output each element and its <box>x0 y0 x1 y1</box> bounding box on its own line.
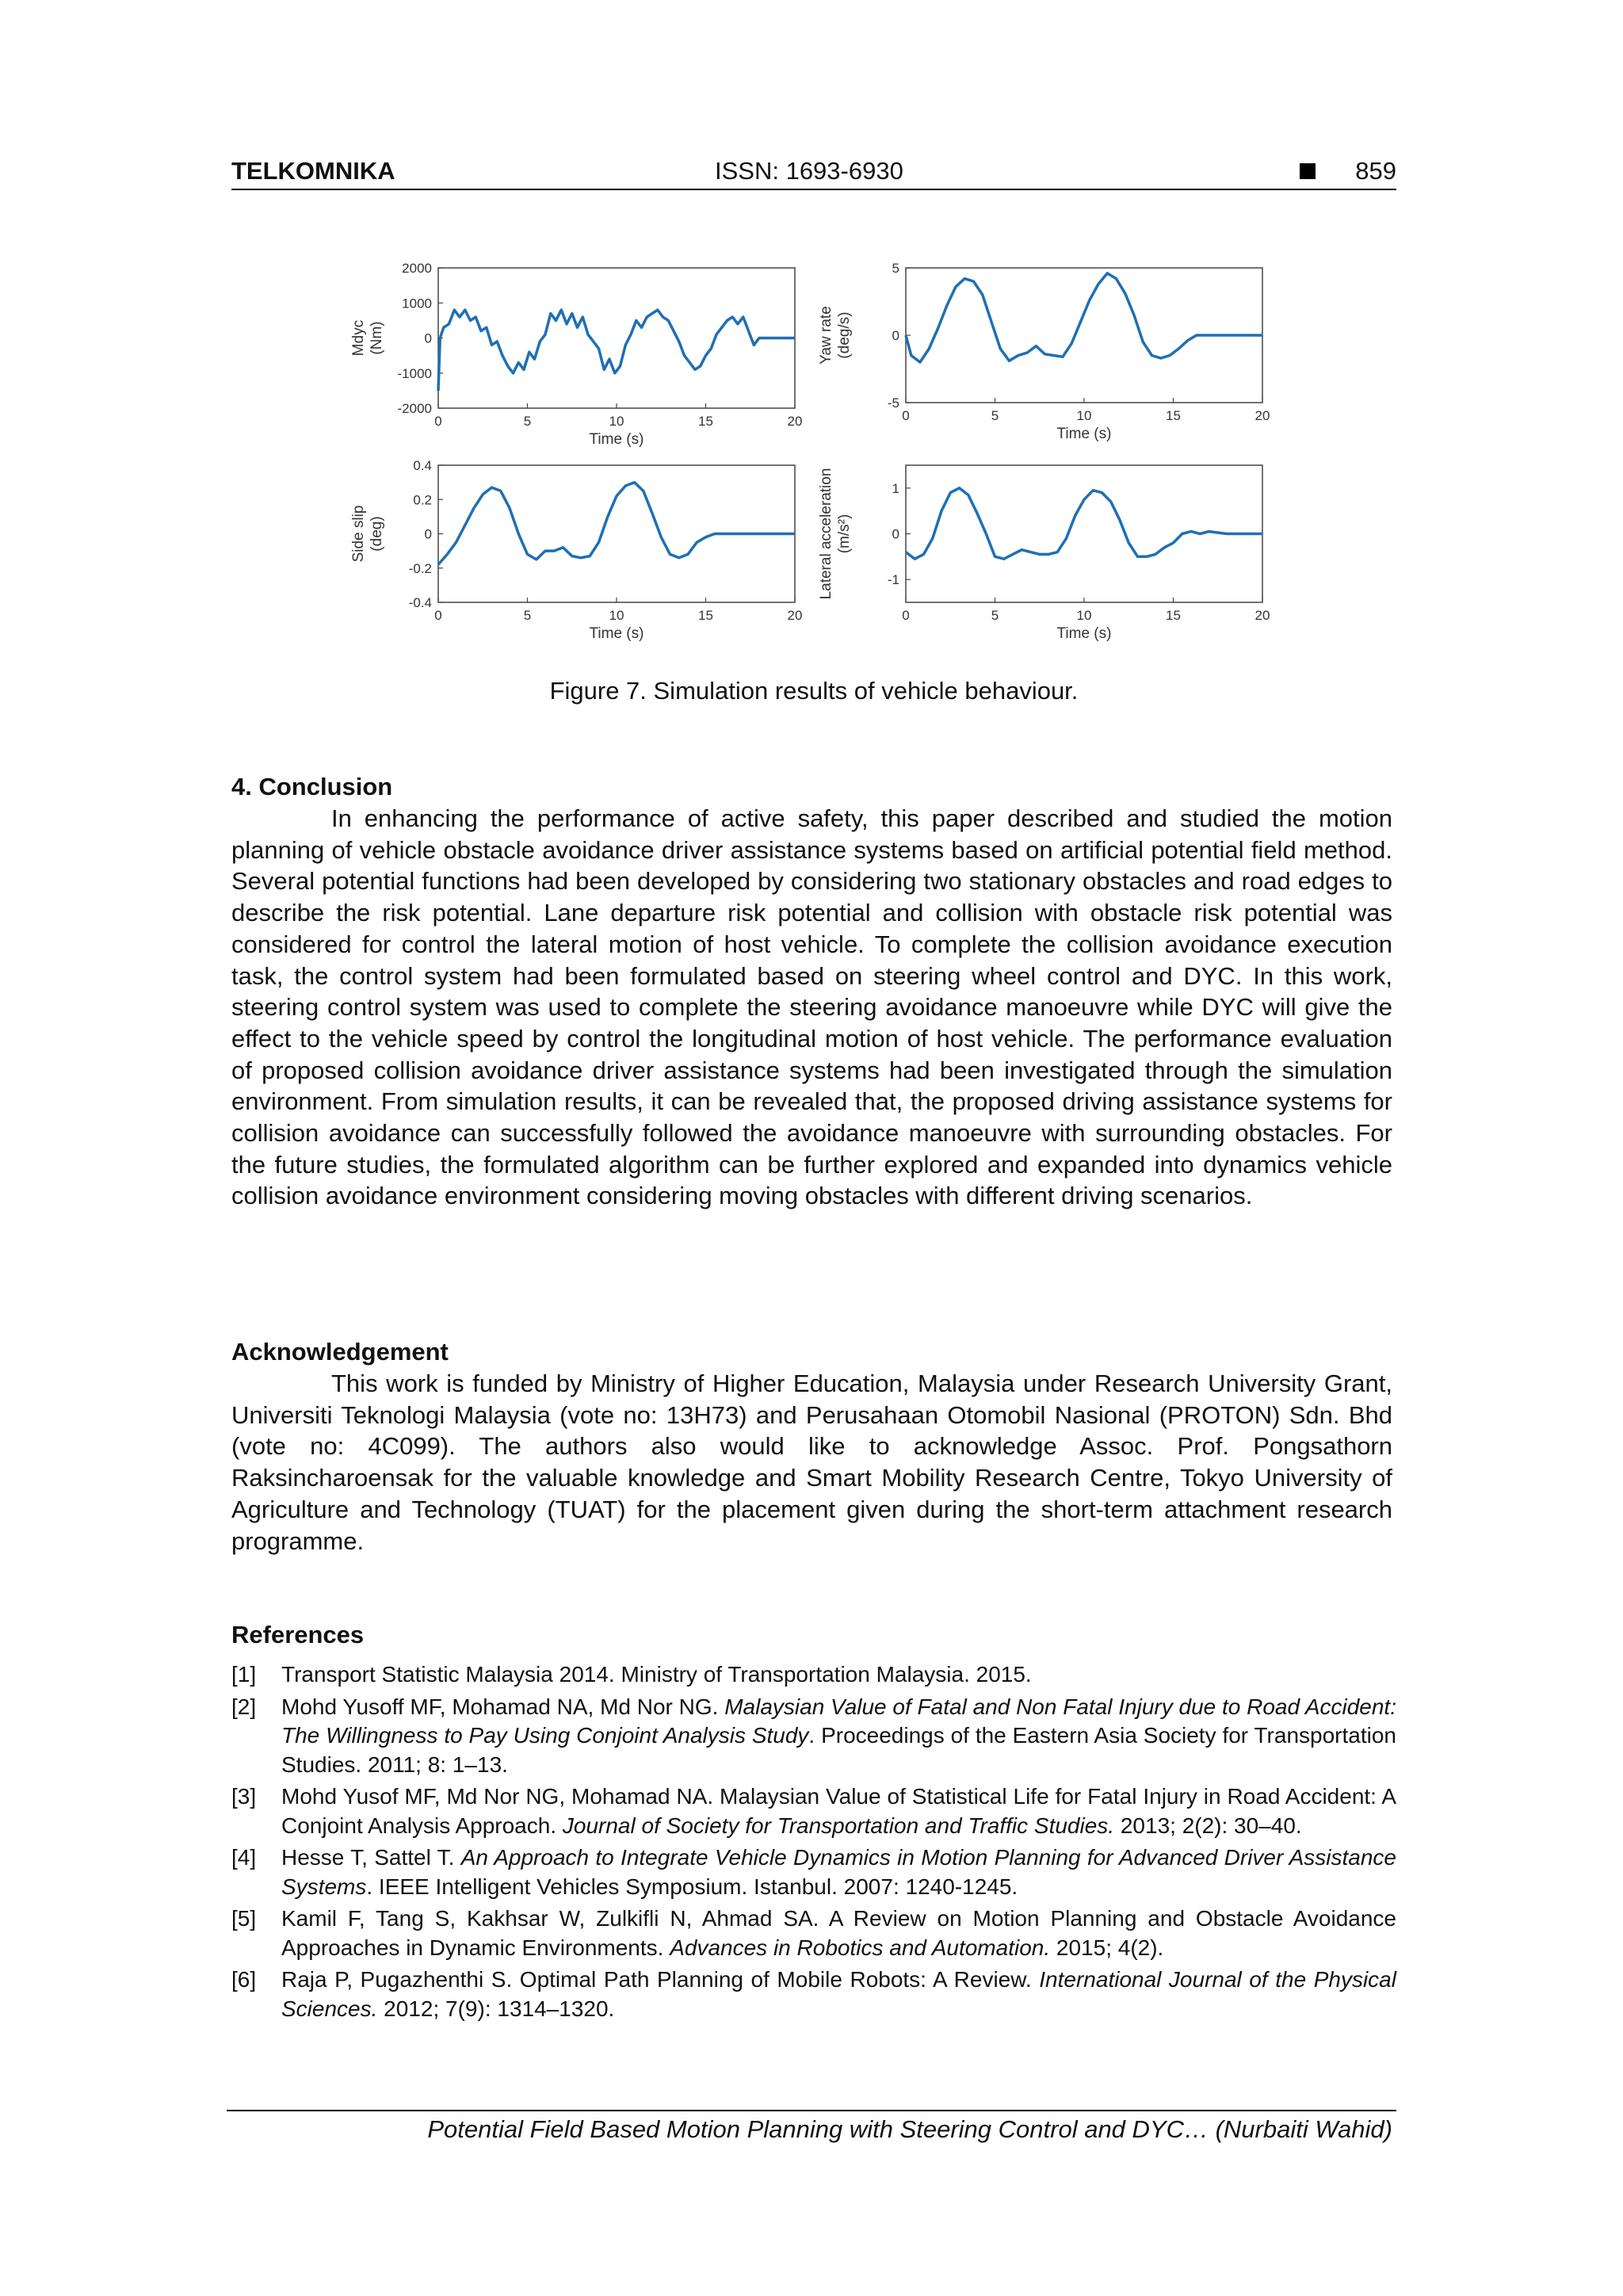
side-slip-x-tick-label: 0 <box>434 608 442 623</box>
journal-name: TELKOMNIKA <box>231 157 395 185</box>
side-slip-y-axis-unit: (deg) <box>369 516 385 552</box>
lateral-acceleration-y-tick-label: 1 <box>892 480 899 496</box>
reference-text-end: 2012; 7(9): 1314–1320. <box>377 1996 615 2021</box>
references-title: References <box>231 1621 365 1648</box>
reference-item <box>231 1693 1396 1780</box>
lateral-acceleration-y-axis-label: Lateral acceleration <box>818 468 834 600</box>
side-slip-y-tick-label: -0.2 <box>408 560 432 576</box>
mdyc-x-tick-label: 0 <box>434 414 442 429</box>
side-slip-y-tick-label: -0.4 <box>408 595 432 610</box>
yaw-rate-y-tick-label: 5 <box>892 261 899 276</box>
running-footer: Potential Field Based Motion Planning with Steering Control and DYC… (Nurbaiti Wahid) <box>427 2115 1392 2143</box>
figure-7 <box>329 250 1280 654</box>
side-slip-y-tick-label: 0 <box>424 526 432 542</box>
reference-number: [6] <box>231 1967 257 1992</box>
mdyc-series-line <box>438 310 795 391</box>
mdyc-x-tick-label: 15 <box>698 414 713 429</box>
side-slip-x-tick-label: 15 <box>698 608 713 623</box>
side-slip-x-tick-label: 10 <box>609 608 624 623</box>
yaw-rate-x-tick-label: 0 <box>902 408 910 423</box>
mdyc-y-tick-label: 0 <box>424 330 432 346</box>
yaw-rate-x-tick-label: 20 <box>1254 408 1270 423</box>
page-number: 859 <box>1355 157 1396 185</box>
side-slip-x-tick-label: 20 <box>787 608 803 623</box>
yaw-rate-x-tick-label: 15 <box>1166 408 1181 423</box>
reference-text-end: . IEEE Intelligent Vehicles Symposium. Istanbul. 2007: 1240-1245. <box>366 1874 1018 1899</box>
mdyc-y-axis-label: Mdyc <box>350 319 367 357</box>
footer-rule <box>227 2110 1396 2111</box>
mdyc-y-tick-label: -2000 <box>397 401 432 416</box>
yaw-rate-series-line <box>906 273 1262 362</box>
reference-number: [1] <box>231 1662 257 1687</box>
reference-item <box>231 1966 1396 2023</box>
reference-number: [4] <box>231 1845 257 1870</box>
running-header <box>231 155 1396 190</box>
reference-text: Mohd Yusoff MF, Mohamad NA, Md Nor NG. <box>281 1694 725 1719</box>
mdyc-y-tick-label: -1000 <box>397 365 432 381</box>
lateral-acceleration-y-tick-label: 0 <box>892 526 899 542</box>
reference-title-italic: Advances in Robotics and Automation. <box>670 1935 1051 1960</box>
conclusion-title: 4. Conclusion <box>231 773 393 800</box>
header-rule <box>231 189 1396 190</box>
side-slip-y-tick-label: 0.4 <box>413 458 432 473</box>
lateral-acceleration-x-tick-label: 5 <box>991 608 999 623</box>
side-slip-x-tick-label: 5 <box>523 608 532 623</box>
reference-item <box>231 1904 1396 1962</box>
reference-item <box>231 1660 1396 1690</box>
figure-caption: Figure 7. Simulation results of vehicle behaviour. <box>549 677 1079 705</box>
reference-text-end: 2015; 4(2). <box>1050 1935 1164 1960</box>
acknowledgement-title: Acknowledgement <box>231 1338 449 1366</box>
reference-title-italic: Journal of Society for Transportation and Traffic Studies. <box>562 1813 1115 1838</box>
lateral-acceleration-y-axis-unit: (m/s²) <box>836 514 853 554</box>
reference-title-italic: International Journal of the Physical Sciences. <box>281 1967 1396 2021</box>
reference-item <box>231 1843 1396 1901</box>
lateral-acceleration-y-tick-label: -1 <box>887 572 899 588</box>
mdyc-x-tick-label: 5 <box>523 414 532 429</box>
square-bullet-icon <box>1300 163 1316 179</box>
reference-text-end: 2013; 2(2): 30–40. <box>1114 1813 1302 1838</box>
mdyc-y-axis-unit: (Nm) <box>369 321 385 355</box>
mdyc-y-tick-label: 2000 <box>402 261 432 276</box>
lateral-acceleration-x-tick-label: 20 <box>1254 608 1270 623</box>
lateral-acceleration-x-tick-label: 10 <box>1076 608 1092 623</box>
yaw-rate-y-tick-label: 0 <box>892 328 899 343</box>
side-slip-x-axis-label: Time (s) <box>589 625 644 642</box>
figure-7-charts <box>329 250 1280 654</box>
yaw-rate-x-tick-label: 10 <box>1076 408 1092 423</box>
reference-text: Kamil F, Tang S, Kakhsar W, Zulkifli N, Ahmad SA. A Review on Motion Planning and Obstacle Avoidance Approaches in Dynamic Environments. <box>281 1906 1396 1960</box>
lateral-acceleration-x-axis-label: Time (s) <box>1056 625 1112 642</box>
mdyc-plot-frame <box>438 268 795 408</box>
mdyc-x-axis-label: Time (s) <box>589 431 644 448</box>
mdyc-x-tick-label: 20 <box>787 414 803 429</box>
reference-text: Mohd Yusof MF, Md Nor NG, Mohamad NA. Malaysian Value of Statistical Life for Fatal Injury in Road Accident: A Conjoint Analysis Approach. <box>281 1784 1396 1838</box>
yaw-rate-y-tick-label: -5 <box>887 395 899 411</box>
reference-list <box>231 1660 1396 2027</box>
reference-number: [3] <box>231 1784 257 1809</box>
reference-title-italic: An Approach to Integrate Vehicle Dynamics in Motion Planning for Advanced Driver Assistance Systems <box>281 1845 1396 1899</box>
side-slip-y-axis-label: Side slip <box>350 505 367 563</box>
conclusion-paragraph: In enhancing the performance of active safety, this paper described and studied the motion planning of vehicle obstacle avoidance driver assistance systems based on artificial potential field method. Several potential functions had been developed by considering two stationary obstacles and road edges to describe the risk potential. Lane departure risk potential and collision with obstacle risk potential was considered for control the lateral motion of host vehicle. To complete the collision avoidance execution task, the control system had been formulated based on steering wheel control and DYC. In this work, steering control system was used to complete the steering avoidance manoeuvre while DYC will give the effect to the vehicle speed by control the longitudinal motion of host vehicle. The performance evaluation of proposed collision avoidance driver assistance systems had been investigated through the simulation environment. From simulation results, it can be revealed that, the proposed driving assistance systems for collision avoidance can successfully followed the avoidance manoeuvre with surrounding obstacles. For the future studies, the formulated algorithm can be further explored and expanded into dynamics vehicle collision avoidance environment considering moving obstacles with different driving scenarios. <box>231 804 1392 1210</box>
reference-item <box>231 1782 1396 1840</box>
lateral-acceleration-x-tick-label: 0 <box>902 608 910 623</box>
reference-text: Transport Statistic Malaysia 2014. Ministry of Transportation Malaysia. 2015. <box>281 1662 1032 1687</box>
yaw-rate-x-tick-label: 5 <box>991 408 999 423</box>
side-slip-y-tick-label: 0.2 <box>413 492 432 508</box>
reference-number: [5] <box>231 1906 257 1931</box>
reference-number: [2] <box>231 1694 257 1719</box>
reference-text: Hesse T, Sattel T. <box>281 1845 461 1870</box>
reference-title-italic: Malaysian Value of Fatal and Non Fatal Injury due to Road Accident: The Willingness to Pay Using Conjoint Analysis Study <box>281 1694 1396 1748</box>
lateral-acceleration-series-line <box>906 488 1262 559</box>
lateral-acceleration-x-tick-label: 15 <box>1166 608 1181 623</box>
mdyc-x-tick-label: 10 <box>609 414 624 429</box>
yaw-rate-y-axis-label: Yaw rate <box>818 306 834 365</box>
acknowledgement-paragraph: This work is funded by Ministry of Higher Education, Malaysia under Research University Grant, Universiti Teknologi Malaysia (vote no: 13H73) and Perusahaan Otomobil Nasional (PROTON) Sdn. Bhd (vote no: 4C099). The authors also would like to acknowledge Assoc. Prof. Pongsathorn Raksincharoensak for the valuable knowledge and Smart Mobility Research Centre, Tokyo University of Agriculture and Technology (TUAT) for the placement given during the short-term attachment research programme. <box>231 1370 1392 1555</box>
yaw-rate-y-axis-unit: (deg/s) <box>836 311 853 359</box>
side-slip-series-line <box>438 483 795 565</box>
issn: ISSN: 1693-6930 <box>715 157 903 185</box>
reference-text-end: . Proceedings of the Eastern Asia Society for Transportation Studies. 2011; 8: 1–13. <box>281 1723 1396 1777</box>
mdyc-y-tick-label: 1000 <box>402 296 432 311</box>
reference-text: Raja P, Pugazhenthi S. Optimal Path Planning of Mobile Robots: A Review. <box>281 1967 1040 1992</box>
lateral-acceleration-plot-frame <box>906 465 1262 602</box>
yaw-rate-x-axis-label: Time (s) <box>1056 426 1112 442</box>
